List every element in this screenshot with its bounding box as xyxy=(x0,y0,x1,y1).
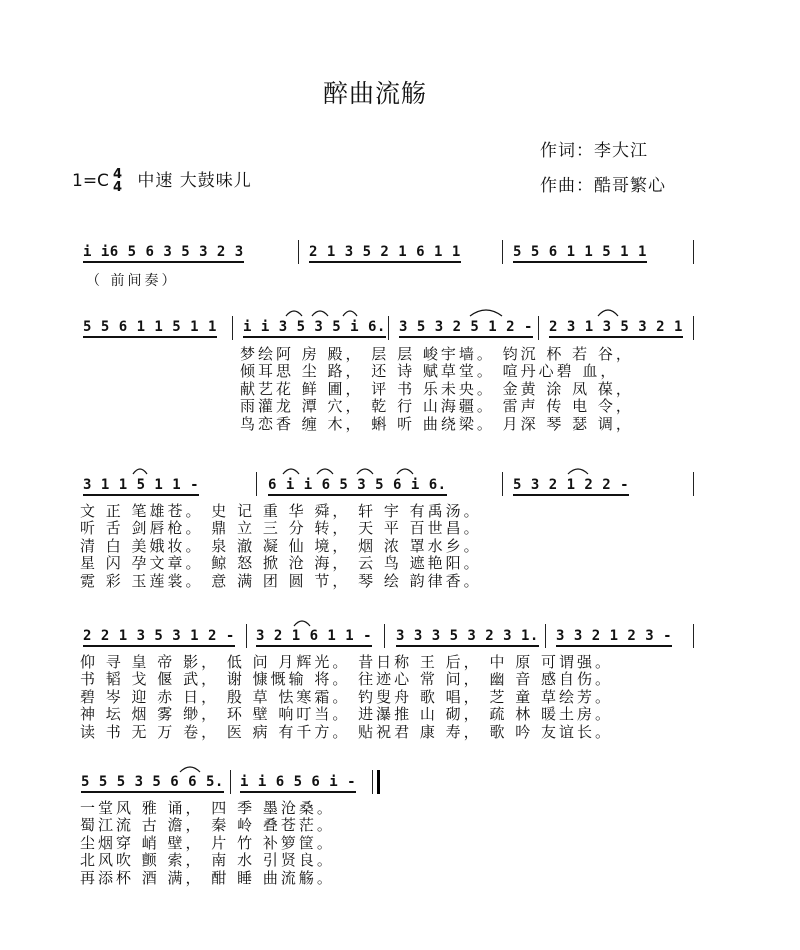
lyric-line: 再添杯 酒 满， 酣 睡 曲流觞。 xyxy=(80,868,335,887)
lyric-line: 碧 岑 迎 赤 日， 殷 草 怯寒霜。 钓叟舟 歌 唱， 芝 童 草绘芳。 xyxy=(80,687,613,706)
measure-13: 3 3 3 5 3 2 3 1. xyxy=(396,628,539,647)
lyric-line: 北风吹 颤 索， 南 水 引贤良。 xyxy=(80,851,335,870)
measure-5: i i 3 5 3 5 i 6. xyxy=(243,319,386,338)
measure-8: 3 1 1 5 1 1 - xyxy=(83,477,199,496)
lyric-line: 雨灌龙 潭 穴， 乾 行 山海疆。 雷声 传 电 令， xyxy=(240,397,634,416)
lyric-line: 神 坛 烟 雾 缈， 环 壁 响叮当。 进瀑推 山 砌， 疏 林 暖土房。 xyxy=(80,705,613,724)
lyric-line: 尘烟穿 峭 壁， 片 竹 补箩筐。 xyxy=(80,833,335,852)
intro-label: （ 前间奏） xyxy=(86,273,179,289)
final-bar-line xyxy=(377,770,380,794)
lyricist-credit: 作词：李大江 xyxy=(540,141,648,161)
lyric-line: 星 闪 孕文章。 鲸 怒 掀 沧 海， 云 鸟 遮艳阳。 xyxy=(80,554,482,573)
bar-line xyxy=(372,770,373,794)
lyric-line: 读 书 无 万 卷， 医 病 有千方。 贴祝君 康 寿， 歌 吟 友谊长。 xyxy=(80,722,613,741)
lyric-line: 蜀江流 古 澹， 秦 岭 叠苍茫。 xyxy=(80,816,335,835)
measure-6: 3 5 3 2 5 1 2 - xyxy=(399,319,533,338)
measure-4: 5 5 6 1 1 5 1 1 xyxy=(83,319,217,338)
time-sig-bottom: 4 xyxy=(112,180,122,195)
measure-9: 6 i i 6 5 3 5 6 i 6. xyxy=(268,477,447,496)
measure-12: 3 2 1 6 1 1 - xyxy=(256,628,372,647)
lyric-line: 梦绘阿 房 殿， 层 层 峻宇墙。 钧沉 杯 若 谷， xyxy=(240,345,634,363)
lyric-line: 书 韬 戈 偃 武， 谢 慷慨输 将。 往迹心 常 问， 幽 音 感自伤。 xyxy=(80,670,613,689)
lyric-line: 鸟恋香 缠 木， 蝌 听 曲绕梁。 月深 琴 瑟 调， xyxy=(240,414,634,433)
lyric-line: 文 正 笔雄苍。 史 记 重 华 舜， 轩 宇 有禹汤。 xyxy=(80,502,482,520)
measure-14: 3 3 2 1 2 3 - xyxy=(556,628,672,647)
lyric-line: 霓 彩 玉莲裳。 意 满 团 圆 节， 琴 绘 韵律香。 xyxy=(80,571,482,590)
measure-16: i i 6 5 6 i - xyxy=(240,774,356,793)
lyric-line: 一堂风 雅 诵， 四 季 墨沧桑。 xyxy=(80,799,335,817)
lyric-line: 倾耳思 尘 路， 还 诗 赋草堂。 喧丹心碧 血， xyxy=(240,362,619,381)
measure-2: 2 1 3 5 2 1 6 1 1 xyxy=(309,244,461,263)
lyric-line: 听 舌 剑唇枪。 鼎 立 三 分 转， 天 平 百世昌。 xyxy=(80,519,482,538)
measure-15: 5 5 5 3 5 6 6 5. xyxy=(81,774,224,793)
measure-3: 5 5 6 1 1 5 1 1 xyxy=(513,244,647,263)
lyric-line: 仰 寻 皇 帝 影， 低 问 月辉光。 昔日称 王 后， 中 原 可谓强。 xyxy=(80,653,613,671)
lyric-line: 清 白 美娥妆。 泉 澈 凝 仙 境， 烟 浓 罩水乡。 xyxy=(80,536,482,555)
time-sig-top: 4 xyxy=(112,167,122,182)
measure-11: 2 2 1 3 5 3 1 2 - xyxy=(83,628,235,647)
title: 醉曲流觞 xyxy=(322,79,427,108)
lyric-verses xyxy=(80,800,335,887)
tempo-marking: 中速 大鼓味儿 xyxy=(137,171,252,191)
bar-line xyxy=(230,770,231,794)
measure-7: 2 3 1 3 5 3 2 1 xyxy=(549,319,683,338)
measure-1: i i6 5 6 3 5 3 2 3 xyxy=(83,244,244,263)
lyric-line: 献艺花 鲜 圃， 评 书 乐未央。 金黄 涂 凤 葆， xyxy=(240,379,634,398)
measure-10: 5 3 2 1 2 2 - xyxy=(513,477,629,496)
key-label: 1=C xyxy=(72,171,109,191)
composer-credit: 作曲：酷哥繁心 xyxy=(540,176,666,196)
